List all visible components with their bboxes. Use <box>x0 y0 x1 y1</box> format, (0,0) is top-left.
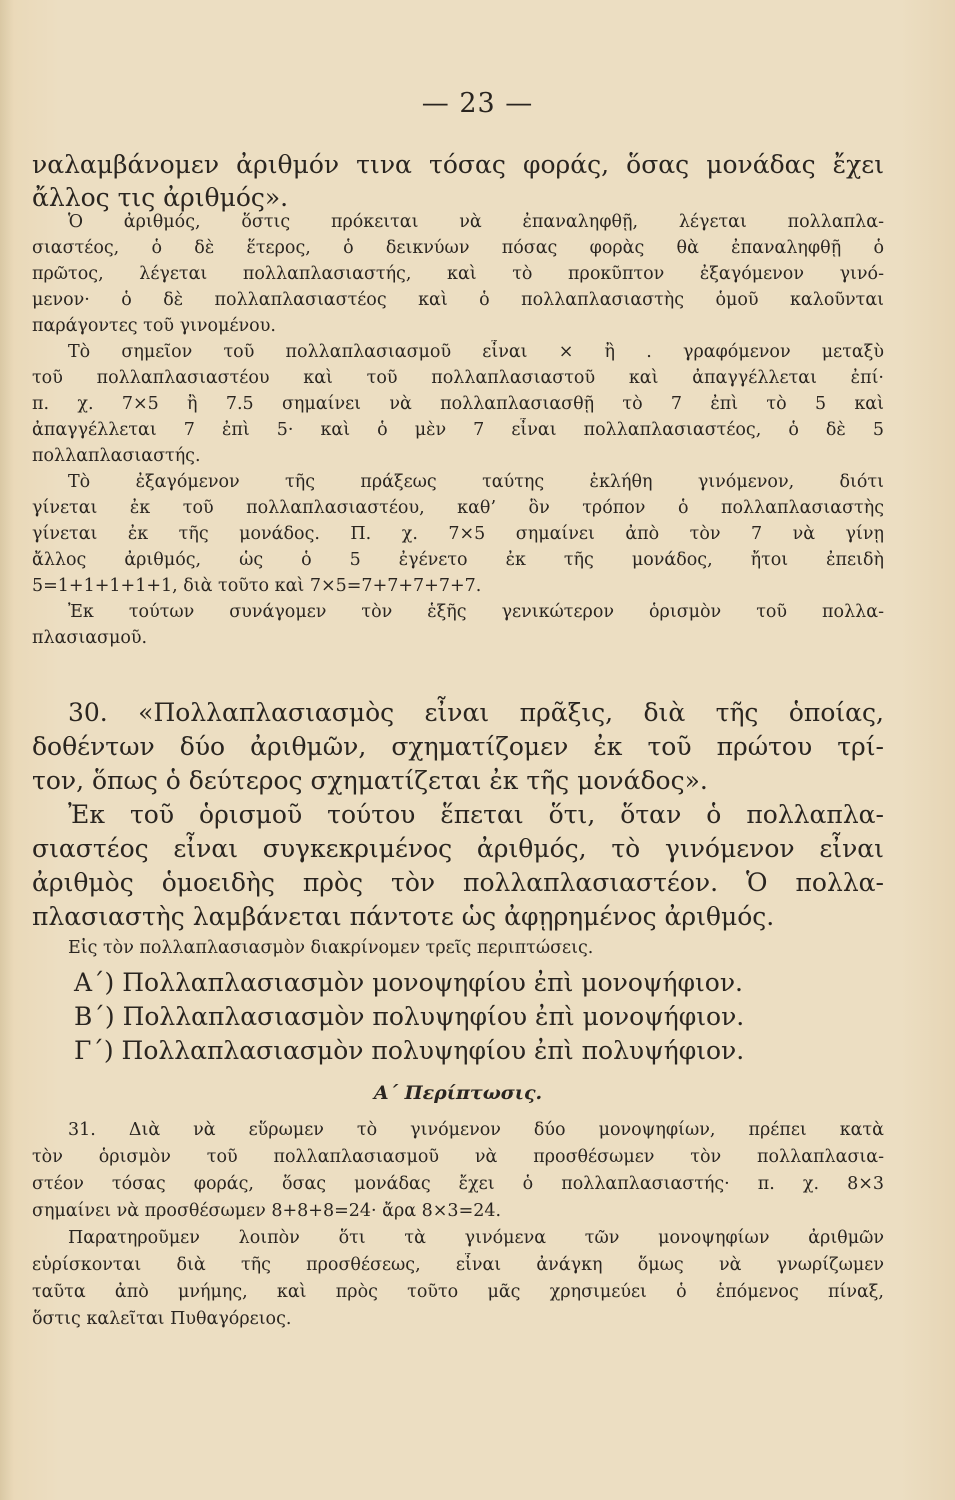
text-line: 31. Διὰ νὰ εὕρωμεν τὸ γινόμενον δύο μονοψηφίων, πρέπει κατὰ <box>68 1120 884 1140</box>
paragraph-31 <box>32 1118 884 1334</box>
text-line: πολλαπλασιαστής. <box>32 446 201 466</box>
text-line: τοῦ πολλαπλασιαστέου καὶ τοῦ πολλαπλασιαστοῦ καὶ ἀπαγγέλλεται ἐπί· <box>32 368 884 388</box>
text-line: 30. «Πολλαπλασιασμὸς εἶναι πρᾶξις, διὰ τῆς ὁποίας, <box>68 698 884 727</box>
text-line: ὅστις καλεῖται Πυθαγόρειος. <box>32 1309 292 1329</box>
text-line: ναλαμβάνομεν ἀριθμόν τινα τόσας φοράς, ὅσας μονάδας ἔχει <box>32 150 884 179</box>
text-line: ταῦτα ἀπὸ μνήμης, καὶ πρὸς τοῦτο μᾶς χρησιμεύει ὁ ἑπόμενος πίναξ, <box>32 1282 884 1302</box>
text-line: πλασιαστὴς λαμβάνεται πάντοτε ὡς ἀφῃρημένος ἀριθμός. <box>32 902 775 931</box>
text-line: ἄλλος τις ἀριθμός». <box>32 183 289 212</box>
text-line: Παρατηροῦμεν λοιπὸν ὅτι τὰ γινόμενα τῶν μονοψηφίων ἀριθμῶν <box>68 1228 884 1248</box>
text-line: εὑρίσκονται διὰ τῆς προσθέσεως, εἶναι ἀνάγκη ὅμως νὰ γνωρίζωμεν <box>32 1255 884 1275</box>
cases-intro: Εἰς τὸν πολλαπλασιασμὸν διακρίνομεν τρεῖς περιπτώσεις. <box>68 938 594 958</box>
text-line: γίνεται ἐκ τῆς μονάδος. Π. χ. 7×5 σημαίνει ἀπὸ τὸν 7 νὰ γίνῃ <box>32 524 884 544</box>
section-heading-wrap <box>32 1076 884 1110</box>
text-line: δοθέντων δύο ἀριθμῶν, σχηματίζομεν ἐκ τοῦ πρώτου τρί- <box>32 732 884 761</box>
text-line: μενον· ὁ δὲ πολλαπλασιαστέος καὶ ὁ πολλαπλασιαστὴς ὁμοῦ καλοῦνται <box>32 290 884 310</box>
text-line: π. χ. 7×5 ἢ 7.5 σημαίνει νὰ πολλαπλασιασθῇ τὸ 7 ἐπὶ τὸ 5 καὶ <box>32 394 884 414</box>
case-c: Γ΄) Πολλαπλασιασμὸν πολυψηφίου ἐπὶ πολυψήφιον. <box>74 1036 745 1065</box>
text-line: πλασιασμοῦ. <box>32 628 148 648</box>
text-line: παράγοντες τοῦ γινομένου. <box>32 316 276 336</box>
text-line: Τὸ σημεῖον τοῦ πολλαπλασιασμοῦ εἶναι × ἢ . γραφόμενον μεταξὺ <box>68 342 884 362</box>
text-line: σιαστέος, ὁ δὲ ἕτερος, ὁ δεικνύων πόσας φορὰς θὰ ἐπαναληφθῇ ὁ <box>32 238 884 258</box>
text-line: γίνεται ἐκ τοῦ πολλαπλασιαστέου, καθ’ ὃν τρόπον ὁ πολλαπλασιαστὴς <box>32 498 884 518</box>
text-line: Ἐκ τοῦ ὁρισμοῦ τούτου ἕπεται ὅτι, ὅταν ὁ πολλαπλα- <box>68 800 884 829</box>
definition-30 <box>32 696 884 934</box>
text-line: τὸν ὁρισμὸν τοῦ πολλαπλασιασμοῦ νὰ προσθέσωμεν τὸν πολλαπλασια- <box>32 1147 884 1167</box>
cases-section <box>32 936 884 1068</box>
continuation-text <box>32 148 884 214</box>
text-line: πρῶτος, λέγεται πολλαπλασιαστής, καὶ τὸ προκῦπτον ἐξαγόμενον γινό- <box>32 264 884 284</box>
text-line: Ὁ ἀριθμός, ὅστις πρόκειται νὰ ἐπαναληφθῇ, λέγεται πολλαπλα- <box>68 212 884 232</box>
text-line: 5=1+1+1+1+1, διὰ τοῦτο καὶ 7×5=7+7+7+7+7. <box>32 576 482 596</box>
text-line: σιαστέος εἶναι συγκεκριμένος ἀριθμός, τὸ γινόμενον εἶναι <box>32 834 884 863</box>
text-line: Τὸ ἐξαγόμενον τῆς πράξεως ταύτης ἐκλήθη γινόμενον, διότι <box>68 472 884 492</box>
page-number: — 23 — <box>421 88 534 119</box>
case-b: Β΄) Πολλαπλασιασμὸν πολυψηφίου ἐπὶ μονοψήφιον. <box>74 1002 745 1031</box>
text-line: ἀριθμὸς ὁμοειδὴς πρὸς τὸν πολλαπλασιαστέον. Ὁ πολλα- <box>32 868 884 897</box>
case-a: Α΄) Πολλαπλασιασμὸν μονοψηφίου ἐπὶ μονοψήφιον. <box>74 968 743 997</box>
text-line: Ἐκ τούτων συνάγομεν τὸν ἑξῆς γενικώτερον ὁρισμὸν τοῦ πολλα- <box>68 602 884 622</box>
text-line: σημαίνει νὰ προσθέσωμεν 8+8+8=24· ἄρα 8×3=24. <box>32 1201 502 1221</box>
text-line: τον, ὅπως ὁ δεύτερος σχηματίζεται ἐκ τῆς μονάδος». <box>32 766 708 795</box>
text-line: στέον τόσας φοράς, ὅσας μονάδας ἔχει ὁ πολλαπλασιαστής· π. χ. 8×3 <box>32 1174 884 1194</box>
section-heading: Α΄ Περίπτωσις. <box>373 1082 543 1104</box>
definition-paragraphs <box>32 210 884 652</box>
text-line: ἄλλος ἀριθμός, ὡς ὁ 5 ἐγένετο ἐκ τῆς μονάδος, ἤτοι ἐπειδὴ <box>32 550 884 570</box>
text-line: ἀπαγγέλλεται 7 ἐπὶ 5· καὶ ὁ μὲν 7 εἶναι πολλαπλασιαστέος, ὁ δὲ 5 <box>32 420 884 440</box>
